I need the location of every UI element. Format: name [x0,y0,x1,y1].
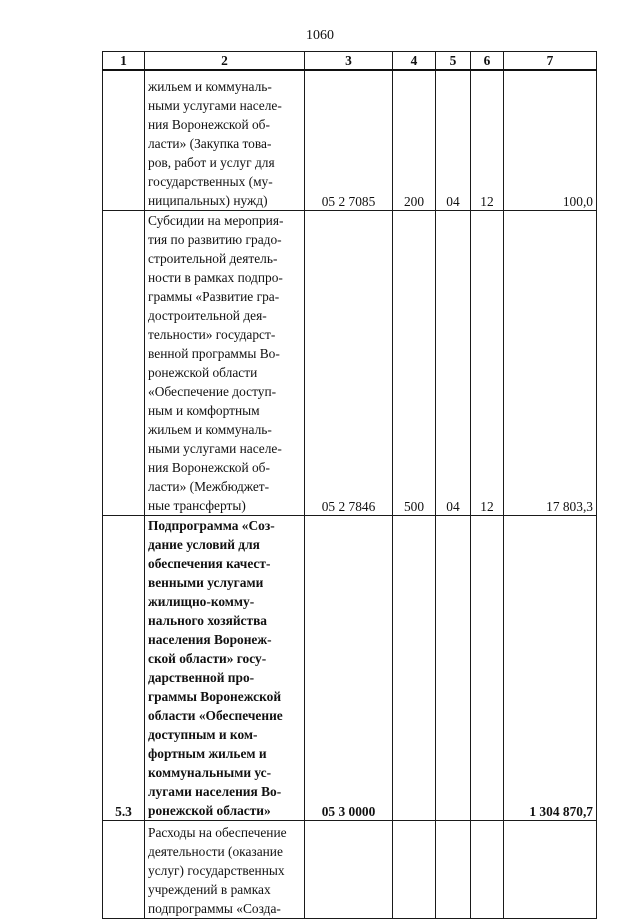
section-code [436,821,471,919]
expense-type-code: 200 [393,70,436,211]
section-code: 04 [436,211,471,516]
description-line: Субсидии на мероприя- [148,213,284,228]
table-row [103,70,597,211]
description-line: тия по развитию градо- [148,232,282,247]
description-line: ласти» (Межбюджет- [148,479,270,494]
column-header: 7 [504,52,597,71]
description-line: нального хозяйства [148,613,267,628]
amount: 17 803,3 [504,211,597,516]
description-line: ности в рамках подпро- [148,270,283,285]
description-line: жильем и коммуналь- [148,422,272,437]
description-line: услуг) государственных [148,863,285,878]
target-article-code [305,821,393,919]
column-header: 2 [145,52,305,71]
amount: 100,0 [504,70,597,211]
description-line: ниципальных) нужд) [148,193,268,208]
description-line: ными услугами населе- [148,98,282,113]
column-header: 6 [471,52,504,71]
description-line: подпрограммы «Созда- [148,901,281,916]
expense-type-code [393,516,436,821]
description-line: лугами населения Во- [148,784,282,799]
description-line: ласти» (Закупка това- [148,136,272,151]
description-line: ные трансферты) [148,498,246,513]
row-index [103,211,145,516]
target-article-code: 05 3 0000 [305,516,393,821]
table-row [103,211,597,516]
description-line: жилищно-комму- [148,594,255,609]
description-line: венными услугами [148,575,264,590]
expense-type-code [393,821,436,919]
row-index [103,821,145,919]
table-row [103,821,597,919]
description-line: граммы «Развитие гра- [148,289,280,304]
description-line: ской области» госу- [148,651,267,666]
description-line: ными услугами населе- [148,441,282,456]
description-line: ронежской области» [148,803,271,818]
description-line: дарственной про- [148,670,255,685]
description-line: ронежской области [148,365,258,380]
description-line: строительной деятель- [148,251,278,266]
row-description [145,70,305,211]
description-line: ров, работ и услуг для [148,155,275,170]
column-number-row [103,52,597,71]
row-description [145,821,305,919]
description-line: доступным и ком- [148,727,258,742]
description-line: граммы Воронежской [148,689,282,704]
subsection-code: 12 [471,211,504,516]
description-line: ния Воронежской об- [148,117,270,132]
section-code [436,516,471,821]
description-line: Подпрограмма «Соз- [148,518,275,533]
description-line: деятельности (оказание [148,844,283,859]
description-line: достроительной дея- [148,308,267,323]
description-line: Расходы на обеспечение [148,825,287,840]
column-header: 3 [305,52,393,71]
description-line: ния Воронежской об- [148,460,270,475]
description-line: области «Обеспечение [148,708,283,723]
expense-type-code: 500 [393,211,436,516]
description-line: жильем и коммуналь- [148,79,272,94]
row-description [145,211,305,516]
row-description [145,516,305,821]
description-line: венной программы Во- [148,346,280,361]
subsection-code: 12 [471,70,504,211]
row-index: 5.3 [103,516,145,821]
description-line: тельности» государст- [148,327,276,342]
amount: 1 304 870,7 [504,516,597,821]
amount [504,821,597,919]
row-index [103,70,145,211]
target-article-code: 05 2 7846 [305,211,393,516]
column-header: 1 [103,52,145,71]
description-line: ным и комфортным [148,403,260,418]
description-line: обеспечения качест- [148,556,271,571]
subsection-code [471,516,504,821]
section-code: 04 [436,70,471,211]
description-line: «Обеспечение доступ- [148,384,277,399]
column-header: 5 [436,52,471,71]
description-line: фортным жильем и [148,746,267,761]
subsection-code [471,821,504,919]
description-line: населения Воронеж- [148,632,272,647]
table-row [103,516,597,821]
target-article-code: 05 2 7085 [305,70,393,211]
description-line: государственных (му- [148,174,273,189]
description-line: дание условий для [148,537,260,552]
description-line: учреждений в рамках [148,882,271,897]
budget-table [102,51,597,919]
page-number: 1060 [306,28,334,43]
description-line: коммунальными ус- [148,765,272,780]
column-header: 4 [393,52,436,71]
